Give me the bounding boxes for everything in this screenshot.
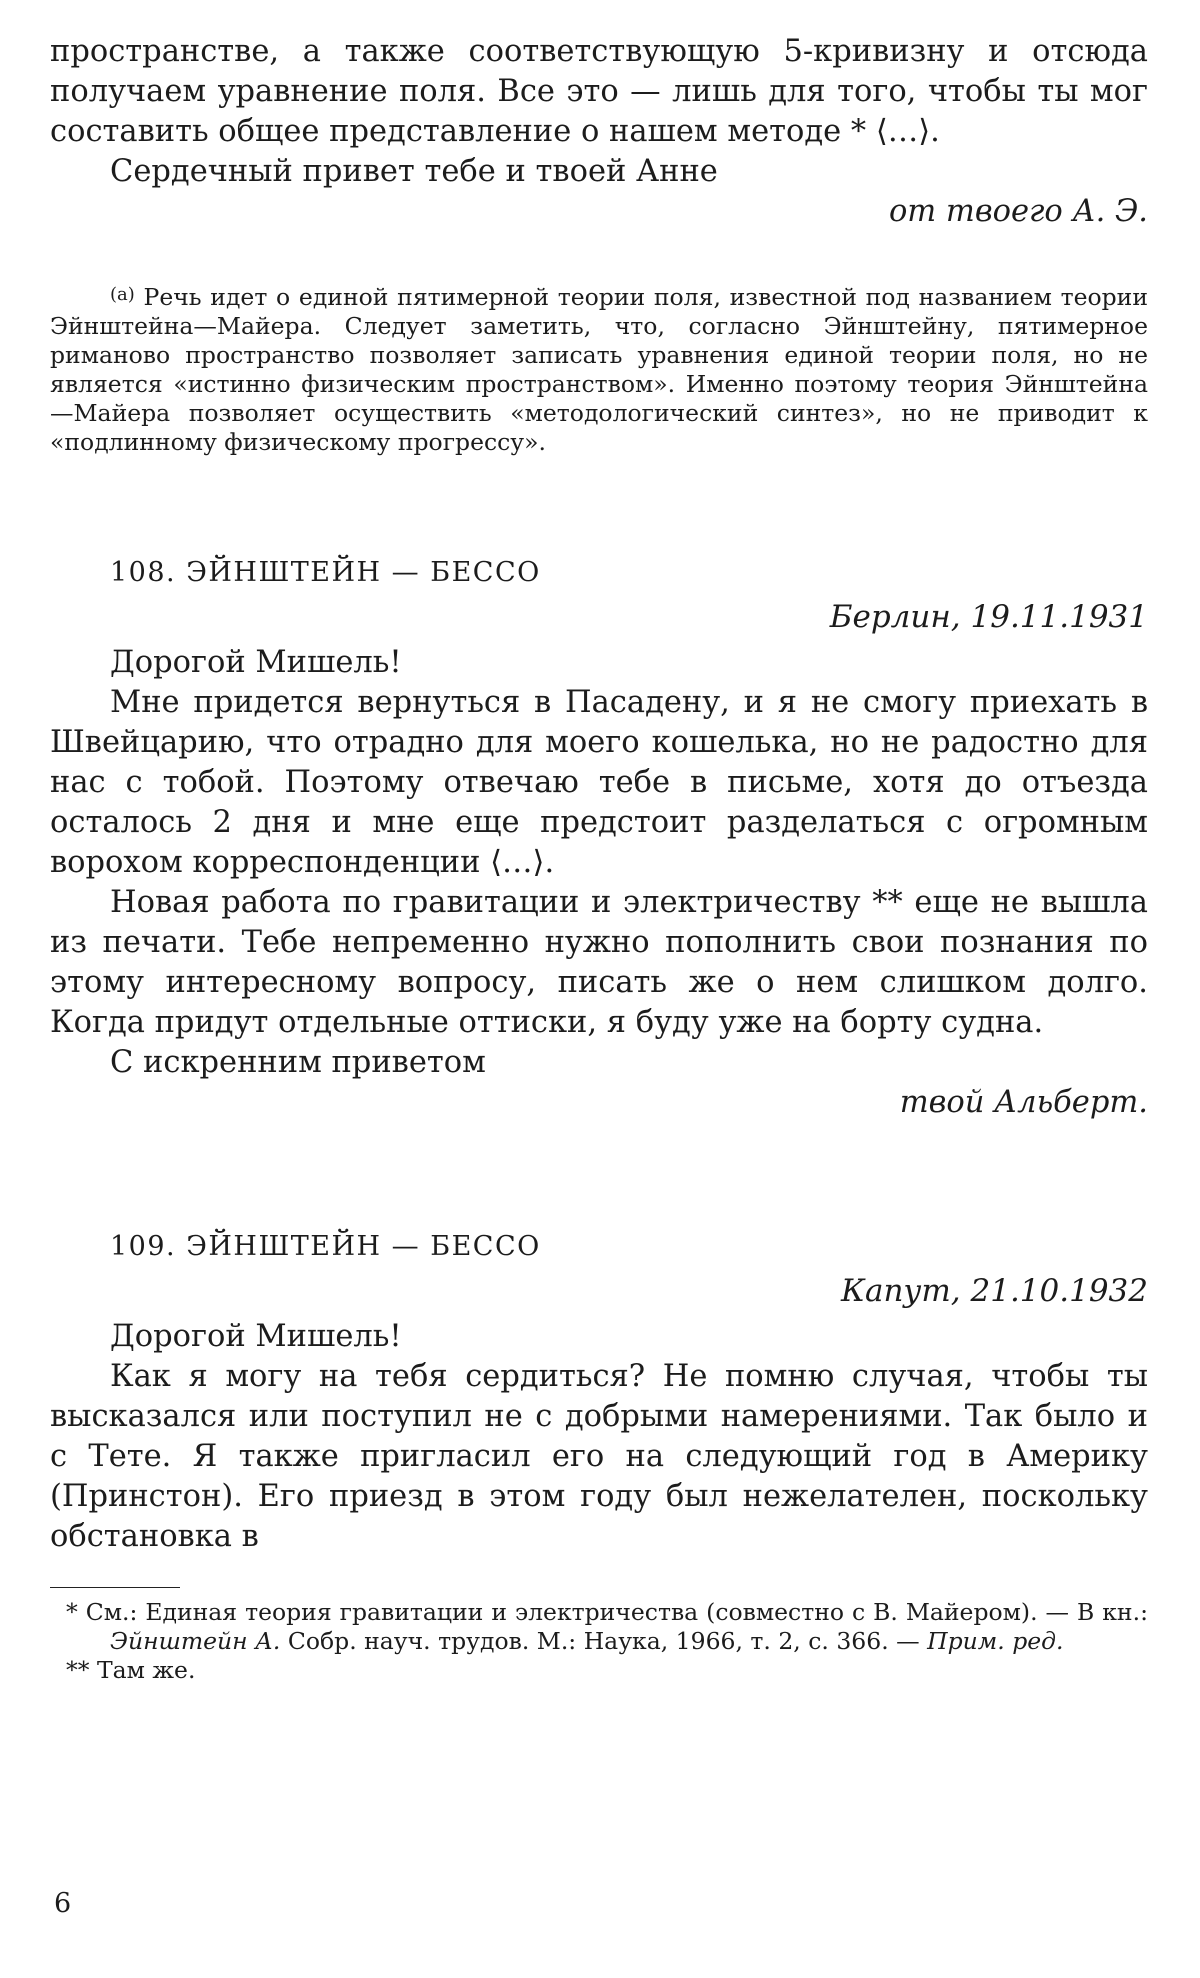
continued-paragraph: пространстве, а также соответствующую 5-кривизну и отсюда получаем уравнение поля. Все это — лишь для того, чтобы ты мог составить общее представление о нашем методе * ⟨…⟩. [50, 34, 1148, 149]
letter-heading: 109. ЭЙНШТЕЙН — БЕССО [110, 1231, 541, 1262]
letter-109 [50, 1227, 1148, 1557]
footnote-marker: * [66, 1598, 78, 1626]
note-marker: (a) [110, 284, 135, 305]
letter-paragraph: Новая работа по гравитации и электричеству ** еще не вышла из печати. Тебе непременно нужно пополнить свои познания по этому интересному вопросу, писать же о нем слишком долго. Когда придут отдельные оттиски, я буду уже на борту судна. [50, 885, 1148, 1040]
footnote-text: Собр. науч. трудов. М.: Наука, 1966, т. 2, с. 366. — [280, 1627, 928, 1655]
closing-line: Сердечный привет тебе и твоей Анне [110, 154, 718, 189]
footnote-author: Эйнштейн А. [110, 1627, 281, 1655]
footnote-marker: ** [66, 1656, 90, 1684]
footnote-text: См.: Единая теория гравитации и электричества (совместно с В. Майером). — В кн.: [85, 1598, 1148, 1626]
footnote-1 [50, 1598, 1148, 1656]
closing-line: С искренним приветом [110, 1045, 486, 1080]
letter-heading: 108. ЭЙНШТЕЙН — БЕССО [110, 557, 541, 588]
letter-paragraph: Мне придется вернуться в Пасадену, и я не смогу приехать в Швейцарию, что отрадно для моего кошелька, но не радостно для нас с тобой. Поэтому отвечаю тебе в письме, хотя до отъезда осталось 2 дня и мне еще предстоит разделаться с огромным ворохом корреспонденции ⟨…⟩. [50, 685, 1148, 880]
footnote-text: Там же. [96, 1656, 196, 1684]
page-number: 6 [54, 1888, 72, 1919]
editorial-note-a [50, 280, 1148, 457]
signature: от твоего А. Э. [888, 194, 1148, 229]
signature: твой Альберт. [899, 1085, 1148, 1120]
salutation: Дорогой Мишель! [110, 645, 402, 680]
place-date: Капут, 21.10.1932 [840, 1273, 1148, 1309]
footnote-rule [50, 1587, 180, 1588]
note-text: Речь идет о единой пятимерной теории поля, известной под названием теории Эйнштейна—Майера. Следует заметить, что, согласно Эйнштейну, пятимерное риманово пространство позволяет записать уравнения единой теории поля, но не является «истинно физическим пространством». Именно поэтому теория Эйнштейна—Майера позволяет осуществить «методологический синтез», но не приводит к «подлинному физическому прогрессу». [50, 283, 1148, 456]
letter-paragraph: Как я могу на тебя сердиться? Не помню случая, чтобы ты высказался или поступил не с добрыми намерениями. Так было и с Тете. Я также пригласил его на следующий год в Америку (Принстон). Его приезд в этом году был нежелателен, поскольку обстановка в [50, 1359, 1148, 1554]
top-section [50, 32, 1148, 232]
footnote-2 [50, 1656, 1148, 1685]
footnote-editor-note: Прим. ред. [927, 1627, 1064, 1655]
place-date: Берлин, 19.11.1931 [829, 599, 1148, 635]
letter-108 [50, 553, 1148, 1123]
salutation: Дорогой Мишель! [110, 1319, 402, 1354]
